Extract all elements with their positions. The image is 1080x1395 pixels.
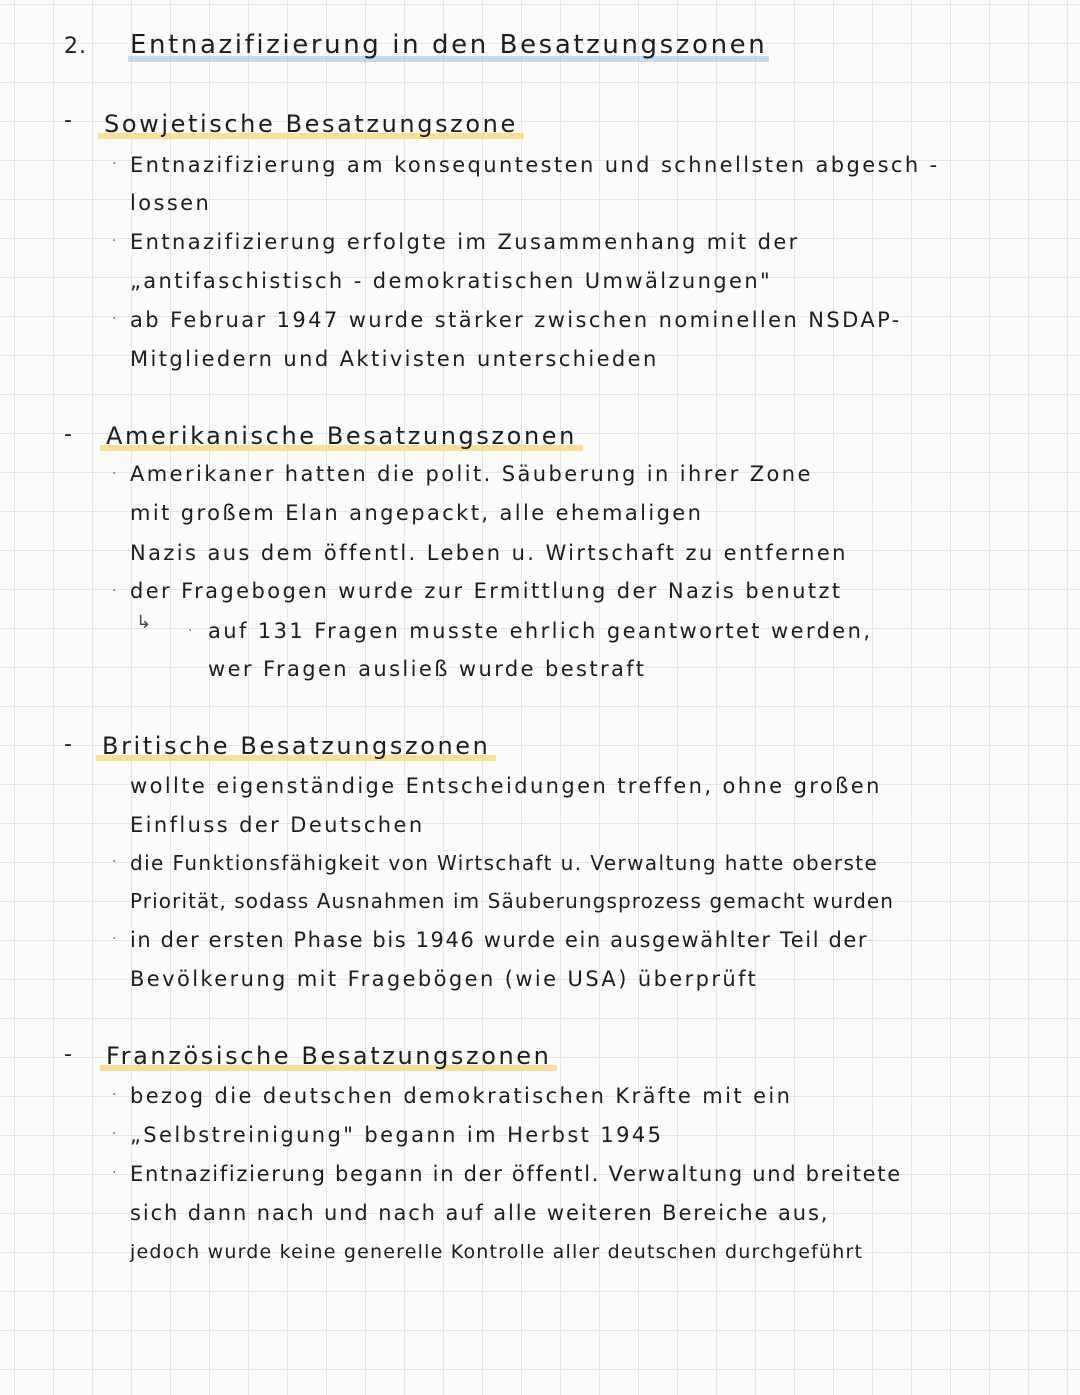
section-heading-american: Amerikanische Besatzungszonen xyxy=(100,422,583,450)
bullet: · xyxy=(112,854,117,870)
note-line: Priorität, sodass Ausnahmen im Säuberungsprozess gemacht wurden xyxy=(130,889,895,913)
sub-arrow-icon: ↳ xyxy=(136,612,152,633)
note-line: in der ersten Phase bis 1946 wurde ein ausgewählter Teil der xyxy=(130,928,869,952)
page-title-text: Entnazifizierung in den Besatzungszonen xyxy=(130,30,768,60)
note-line: Entnazifizierung am konsequntesten und schnellsten abgesch - xyxy=(130,153,940,177)
note-line: wollte eigenständige Entscheidungen treffen, ohne großen xyxy=(130,774,882,798)
bullet: · xyxy=(112,156,117,172)
note-line: Amerikaner hatten die polit. Säuberung in ihrer Zone xyxy=(130,462,813,486)
title-number: 2. xyxy=(64,34,87,59)
note-line: „Selbstreinigung" begann im Herbst 1945 xyxy=(130,1123,664,1147)
note-line: wer Fragen ausließ wurde bestraft xyxy=(208,657,647,681)
bullet: · xyxy=(112,1126,117,1142)
note-line: ab Februar 1947 wurde stärker zwischen nominellen NSDAP- xyxy=(130,308,902,332)
note-line: die Funktionsfähigkeit von Wirtschaft u. Verwaltung hatte oberste xyxy=(130,851,879,875)
bullet: · xyxy=(112,1087,117,1103)
section-dash-1: - xyxy=(64,108,72,133)
note-line: Mitgliedern und Aktivisten unterschieden xyxy=(130,347,659,371)
bullet: · xyxy=(112,1165,117,1181)
note-line: Entnazifizierung erfolgte im Zusammenhang mit der xyxy=(130,230,800,254)
bullet: · xyxy=(112,466,117,482)
page-title xyxy=(128,30,769,60)
bullet: · xyxy=(112,931,117,947)
note-line: Entnazifizierung begann in der öffentl. Verwaltung und breitete xyxy=(130,1162,902,1186)
note-line: „antifaschistisch - demokratischen Umwälzungen" xyxy=(130,269,773,293)
note-line: der Fragebogen wurde zur Ermittlung der Nazis benutzt xyxy=(130,579,843,603)
bullet: · xyxy=(188,623,193,639)
section-heading-british: Britische Besatzungszonen xyxy=(96,732,496,760)
note-line: jedoch wurde keine generelle Kontrolle aller deutschen durchgeführt xyxy=(130,1241,864,1263)
note-line: lossen xyxy=(130,191,212,215)
note-line: auf 131 Fragen musste ehrlich geantwortet werden, xyxy=(208,619,873,643)
section-dash-4: - xyxy=(64,1042,72,1067)
bullet: · xyxy=(112,311,117,327)
note-line: Nazis aus dem öffentl. Leben u. Wirtschaft zu entfernen xyxy=(130,541,848,565)
section-heading-french: Französische Besatzungszonen xyxy=(100,1042,557,1070)
note-line: Bevölkerung mit Fragebögen (wie USA) überprüft xyxy=(130,967,759,991)
note-line: bezog die deutschen demokratischen Kräfte mit ein xyxy=(130,1084,793,1108)
section-dash-3: - xyxy=(64,732,72,757)
section-dash-2: - xyxy=(64,422,72,447)
note-line: mit großem Elan angepackt, alle ehemaligen xyxy=(130,501,704,525)
section-heading-soviet: Sowjetische Besatzungszone xyxy=(98,110,524,138)
bullet: · xyxy=(112,233,117,249)
bullet: · xyxy=(112,583,117,599)
note-line: sich dann nach und nach auf alle weiteren Bereiche aus, xyxy=(130,1201,830,1225)
note-line: Einfluss der Deutschen xyxy=(130,813,425,837)
